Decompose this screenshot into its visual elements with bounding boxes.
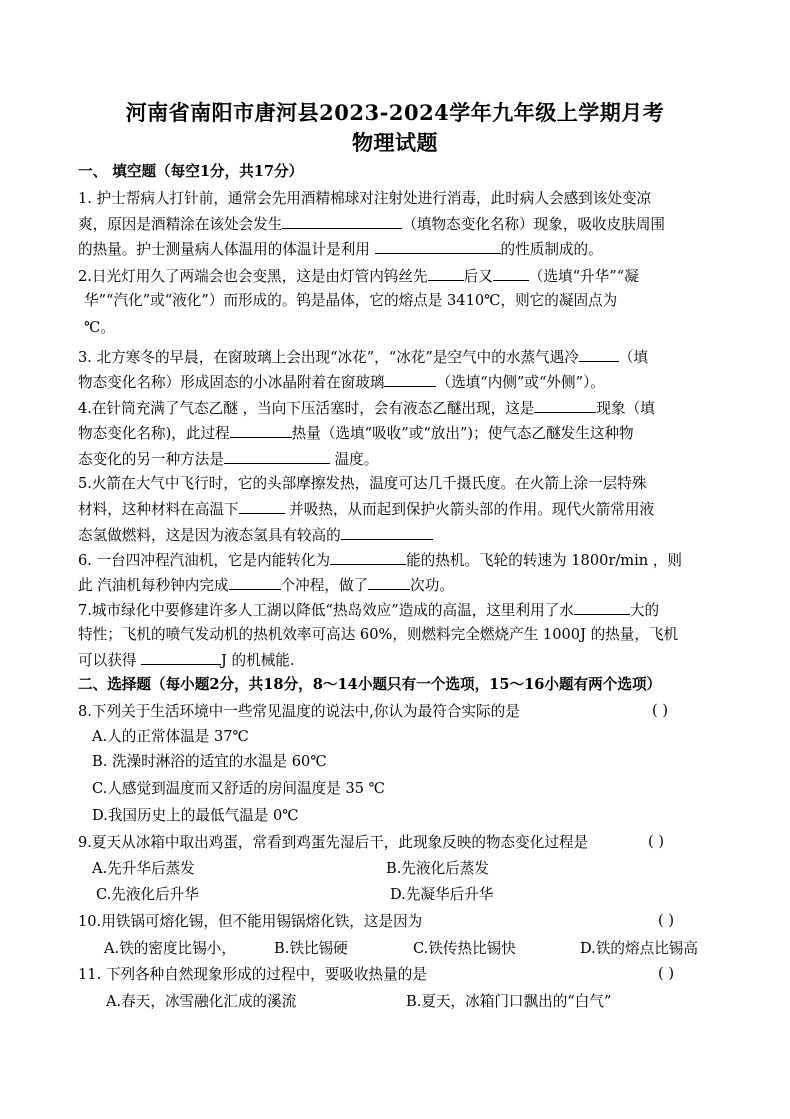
q2-line-3: ℃。 xyxy=(84,319,115,336)
q10-option-b[interactable]: B.铁比锡硬 xyxy=(274,940,348,957)
q8-option-c[interactable]: C.人感觉到温度而又舒适的房间温度是 35 ℃ xyxy=(92,780,385,797)
q7-blank-1[interactable] xyxy=(574,600,630,615)
q3-text-a: 3. 北方寒冬的早晨，在窗玻璃上会出现“冰花”，“冰花”是空气中的水蒸气遇冷 xyxy=(78,349,579,366)
q1-line-3 xyxy=(78,239,603,260)
q10-answer-paren[interactable]: ( ) xyxy=(658,912,675,929)
q10-option-c[interactable]: C.铁传热比锡快 xyxy=(413,940,516,957)
q9-stem: 9.夏天从冰箱中取出鸡蛋，常看到鸡蛋先湿后干，此现象反映的物态变化过程是 xyxy=(78,834,589,851)
q6-line-1 xyxy=(78,550,682,571)
q2-blank-1[interactable] xyxy=(428,266,464,281)
q6-blank-3[interactable] xyxy=(368,575,410,590)
q3-text-d: （选填“内侧”或“外侧”）。 xyxy=(436,374,605,391)
q5-blank-2[interactable] xyxy=(341,525,433,540)
q10-option-a[interactable]: A.铁的密度比锡小， xyxy=(104,940,236,957)
exam-subtitle: 物理试题 xyxy=(352,130,438,155)
q1-text-a: 爽，原因是酒精涂在该处会发生 xyxy=(78,216,283,233)
q6-text-b: 能的热机。飞轮的转速为 1800r/min ，则 xyxy=(406,552,683,569)
q4-text-b: 现象（填 xyxy=(596,400,655,417)
q5-text-a: 材料，这种材料在高温下 xyxy=(78,501,239,518)
q4-text-a: 4.在针筒充满了气态乙醚 ，当向下压活塞时，会有液态乙醚出现，这是 xyxy=(78,400,535,417)
q4-text-c: 物态变化名称)，此过程 xyxy=(78,425,230,442)
q9-option-a[interactable]: A.先升华后蒸发 xyxy=(92,860,195,877)
q6-text-d: 个冲程，做了 xyxy=(280,577,369,594)
q6-blank-1[interactable] xyxy=(330,550,406,565)
q2-blank-2[interactable] xyxy=(493,266,529,281)
q11-stem: 11. 下列各种自然现象形成的过程中，要吸收热量的是 xyxy=(78,966,427,983)
q9-option-d[interactable]: D.先凝华后升华 xyxy=(390,886,494,903)
q1-text-b: （填物态变化名称）现象，吸收皮肤周围 xyxy=(402,216,666,233)
q7-text-d: J 的机械能. xyxy=(221,652,295,669)
section-2-heading: 二、选择题（每小题2分，共18分，8～14小题只有一个选项，15～16小题有两个选项） xyxy=(78,676,662,693)
q5-blank-1[interactable] xyxy=(239,499,285,514)
q11-option-b[interactable]: B.夏天，冰箱门口飘出的“白气” xyxy=(406,993,612,1010)
q5-line-2 xyxy=(78,499,654,520)
q5-line-3 xyxy=(78,525,433,546)
q6-blank-2[interactable] xyxy=(229,575,281,590)
q7-line-2: 特性；飞机的喷气发动机的热机效率可高达 60%，则燃料完全燃烧产生 1000J 的热量，飞机 xyxy=(78,626,679,643)
q2-text-c: （选填“升华”“凝 xyxy=(528,268,639,285)
q1-line-1: 1. 护士帮病人打针前，通常会先用酒精棉球对注射处进行消毒，此时病人会感到该处变凉 xyxy=(78,190,652,207)
q4-text-f: 温度。 xyxy=(329,451,379,468)
q11-answer-paren[interactable]: ( ) xyxy=(658,965,675,982)
q7-text-b: 大的 xyxy=(629,602,660,619)
q4-text-d: 热量（选填“吸收”或“放出”)；使气态乙醚发生这种物 xyxy=(291,425,634,442)
q8-option-b[interactable]: B. 洗澡时淋浴的适宜的水温是 60℃ xyxy=(92,753,327,770)
q7-text-c: 可以获得 xyxy=(78,652,142,669)
q2-line-2: 华”“汽化”或“液化”）而形成的。钨是晶体，它的熔点是 3410℃，则它的凝固点为 xyxy=(84,292,618,309)
q4-blank-2[interactable] xyxy=(230,423,292,438)
q9-answer-paren[interactable]: ( ) xyxy=(648,833,665,850)
q4-line-2 xyxy=(78,423,634,444)
q3-blank-1[interactable] xyxy=(579,347,619,362)
q4-blank-1[interactable] xyxy=(534,398,596,413)
q9-option-c[interactable]: C.先液化后升华 xyxy=(96,886,199,903)
q1-line-2 xyxy=(78,214,665,235)
q4-text-e: 态变化的另一种方法是 xyxy=(78,451,224,468)
q1-blank-2[interactable] xyxy=(375,239,501,254)
q4-line-3 xyxy=(78,449,378,470)
q3-text-b: （填 xyxy=(618,349,649,366)
q2-text-a: 2.日光灯用久了两端会也会变黑，这是由灯管内钨丝先 xyxy=(78,268,428,285)
q8-answer-paren[interactable]: ( ) xyxy=(652,702,669,719)
q6-text-c: 此 汽油机每秒钟内完成 xyxy=(78,577,229,594)
q6-line-2 xyxy=(78,575,454,596)
q2-text-b: 后又 xyxy=(463,268,493,285)
section-1-heading: 一、 填空题（每空1分，共17分） xyxy=(78,163,304,180)
q9-option-b[interactable]: B.先液化后蒸发 xyxy=(386,860,489,877)
q1-blank-1[interactable] xyxy=(282,214,402,229)
q5-text-b: 并吸热，从而起到保护火箭头部的作用。现代火箭常用液 xyxy=(284,501,655,518)
q8-option-a[interactable]: A.人的正常体温是 37℃ xyxy=(92,728,249,745)
exam-title: 河南省南阳市唐河县2023-2024学年九年级上学期月考 xyxy=(125,100,665,125)
q3-text-c: 物态变化名称）形成固态的小冰晶附着在窗玻璃 xyxy=(78,374,385,391)
q6-text-e: 次功。 xyxy=(410,577,454,594)
q5-line-1: 5.火箭在大气中飞行时，它的头部摩擦发热，温度可达几千摄氏度。在火箭上涂一层特殊 xyxy=(78,475,647,492)
q6-text-a: 6. 一台四冲程汽油机，它是内能转化为 xyxy=(78,552,331,569)
q3-line-1 xyxy=(78,347,648,368)
q3-blank-2[interactable] xyxy=(384,372,436,387)
q8-stem: 8.下列关于生活环境中一些常见温度的说法中,你认为最符合实际的是 xyxy=(78,703,520,720)
q7-line-1 xyxy=(78,600,659,621)
q1-text-c: 的热量。护士测量病人体温用的体温计是利用 xyxy=(78,241,375,258)
q5-text-c: 态氢做燃料，这是因为液态氢具有较高的 xyxy=(78,527,341,544)
q2-line-1 xyxy=(78,266,639,287)
q4-blank-3[interactable] xyxy=(224,449,330,464)
q7-text-a: 7.城市绿化中要修建许多人工湖以降低“热岛效应”造成的高温，这里利用了水 xyxy=(78,602,574,619)
q10-option-d[interactable]: D.铁的熔点比锡高 xyxy=(580,940,698,957)
q8-option-d[interactable]: D.我国历史上的最低气温是 0℃ xyxy=(92,807,299,824)
q7-blank-2[interactable] xyxy=(141,650,221,665)
q11-option-a[interactable]: A.春天，冰雪融化汇成的溪流 xyxy=(106,993,297,1010)
q4-line-1 xyxy=(78,398,655,419)
q3-line-2 xyxy=(78,372,605,393)
q10-stem: 10.用铁锅可熔化锡，但不能用锡锅熔化铁，这是因为 xyxy=(78,913,423,930)
q7-line-3 xyxy=(78,650,295,671)
q1-text-d: 的性质制成的。 xyxy=(500,241,603,258)
